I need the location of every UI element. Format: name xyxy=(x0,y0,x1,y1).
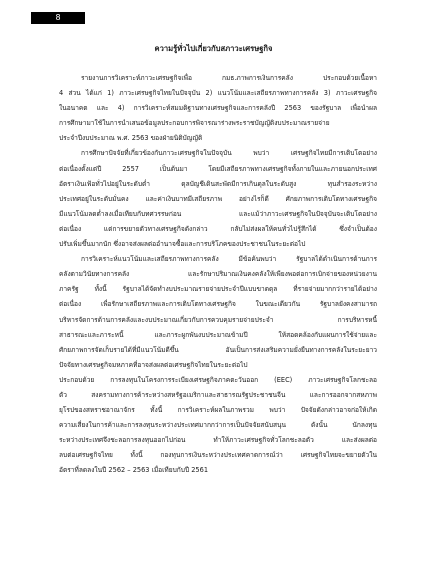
text-line: ตัว สงครามทางการค้าระหว่างสหรัฐอเมริกาและสาธารณรัฐประชาชนจีน และการออกจากสหภาพ xyxy=(59,390,377,399)
text-line: ลบต่อเศรษฐกิจไทย ทั้งนี้ กองทุนการเงินระหว่างประเทศคาดการณ์ว่า เศรษฐกิจไทยจะขยายตัวใน xyxy=(59,451,377,460)
text-line: สาธารณะและภาระหนี้ และภาระผูกพันงบประมาณข้ามปี ให้สอดคล้องกับแผนการใช้จ่ายและ xyxy=(59,330,377,339)
page-title: ความรู้ทั่วไปเกี่ยวกับสภาวะเศรษฐกิจ xyxy=(154,44,273,53)
text-line: มีแนวโน้มลดต่ำลงเมื่อเทียบกับทศวรรษก่อน และแม้ว่าภาวะเศรษฐกิจในปัจจุบันจะเติบโตอย่าง xyxy=(59,209,377,218)
text-line: ระหว่างประเทศจึงชะลอการลงทุนออกไปก่อน ทำให้ภาวะเศรษฐกิจทั่วโลกชะลอตัว และส่งผลต่อ xyxy=(59,436,377,445)
text-line: คลังตามวินัยทางการคลัง และรักษาปริมาณเงินคงคลังให้เพียงพอต่อการเบิกจ่ายของหน่วยงาน xyxy=(59,270,377,279)
text-line: ยุโรปของสหราชอาณาจักร ทั้งนี้ การวิเคราะห์ผลในภาพรวม พบว่า ปัจจัยดังกล่าวอาจก่อให้เกิด xyxy=(59,406,377,415)
text-line: อัตราที่ลดลงในปี 2562 – 2563 เมื่อเทียบกับปี 2561 xyxy=(59,466,209,475)
text-line: อัตราเงินเฟ้อทั่วไปอยู่ในระดับต่ำ ดุลบัญชีเดินสะพัดมีการเกินดุลในระดับสูง ทุนสำรองระหว่าง xyxy=(59,179,377,188)
text-line: ประเทศอยู่ในระดับมั่นคง และค่าเงินบาทมีเสถียรภาพ อย่างไรก็ดี ศักยภาพการเติบโตทางเศรษฐกิจ xyxy=(59,194,377,203)
page-number-bar xyxy=(31,12,85,24)
text-line: บริหารจัดการด้านการคลังและงบประมาณเกี่ยวกับการควบคุมรายจ่ายประจำ การบริหารหนี้ xyxy=(59,315,377,324)
text-line: ประจำปีงบประมาณ พ.ศ. 2563 ของฝ่ายนิติบัญญัติ xyxy=(59,134,203,143)
text-line: ศักยภาพการจัดเก็บรายได้ที่มีแนวโน้มดีขึ้น อันเป็นการส่งเสริมความยั่งยืนทางการคลังในระยะยาว xyxy=(59,345,377,354)
body-text xyxy=(59,71,377,479)
text-line: ประกอบด้วย การลงทุนในโครงการระเบียงเศรษฐกิจภาคตะวันออก (EEC) ภาวะเศรษฐกิจโลกชะลอ xyxy=(59,375,377,384)
paragraph-macro-factors xyxy=(59,373,377,479)
paragraph-fiscal xyxy=(59,252,377,373)
paragraph-intro xyxy=(59,71,377,146)
text-line: ในอนาคต และ 4) การวิเคราะห์สมมติฐานทางเศรษฐกิจและการคลังปี 2563 ของรัฐบาล เพื่อนำผล xyxy=(59,104,377,113)
text-line: ต่อเนื่อง แต่การขยายตัวทางเศรษฐกิจดังกล่าว กลับไม่ส่งผลให้คนทั่วไปรู้สึกได้ ซึ่งจำเป็นต้อง xyxy=(59,224,377,233)
text-line: การศึกษาปัจจัยที่เกี่ยวข้องกับภาวะเศรษฐกิจในปัจจุบัน พบว่า เศรษฐกิจไทยมีการเติบโตอย่าง xyxy=(81,149,377,158)
text-line: รายงานการวิเคราะห์ภาวะเศรษฐกิจเพื่อ กมธ.ภาพการเงินการคลัง ประกอบด้วยเนื้อหา xyxy=(81,74,377,82)
text-line: ต่อเนื่อง เพื่อรักษาเสถียรภาพและการเติบโตทางเศรษฐกิจ ในขณะเดียวกัน รัฐบาลยังคงสามารถ xyxy=(59,300,377,309)
paragraph-current-economy xyxy=(59,146,377,252)
text-line: การศึกษามาใช้ในการนำเสนอข้อมูลประกอบการพิจารณาร่างพระราชบัญญัติงบประมาณรายจ่าย xyxy=(59,119,330,128)
text-line: ปัจจัยทางเศรษฐกิจมหภาคที่อาจส่งผลต่อเศรษฐกิจไทยในระยะต่อไป xyxy=(59,360,248,369)
text-line: 4 ส่วน ได้แก่ 1) ภาวะเศรษฐกิจไทยในปัจจุบัน 2) แนวโน้มและเสถียรภาพทางการคลัง 3) ภาวะเศรษฐกิจ xyxy=(59,89,377,98)
text-line: ความเสี่ยงในการค้าและการลงทุนระหว่างประเทศมากกว่าการเป็นปัจจัยสนับสนุน ดังนั้น นักลงทุน xyxy=(59,421,377,430)
text-line: ต่อเนื่องตั้งแต่ปี 2557 เป็นต้นมา โดยมีเสถียรภาพทางเศรษฐกิจทั้งภายในและภายนอกประเทศ xyxy=(59,164,377,173)
text-line: ภาครัฐ ทั้งนี้ รัฐบาลได้จัดทำงบประมาณรายจ่ายประจำปีแบบขาดดุล ที่รายจ่ายมากกว่ารายได้อย่าง xyxy=(59,285,377,294)
text-line: ปรับเพิ่มขึ้นมากนัก ซึ่งอาจส่งผลต่ออำนาจซื้อและการบริโภคของประชาชนในระยะต่อไป xyxy=(59,240,306,249)
text-line: การวิเคราะห์แนวโน้มและเสถียรภาพทางการคลัง มีข้อค้นพบว่า รัฐบาลได้ดำเนินการด้านการ xyxy=(81,255,377,264)
page-number: 8 xyxy=(55,13,61,22)
